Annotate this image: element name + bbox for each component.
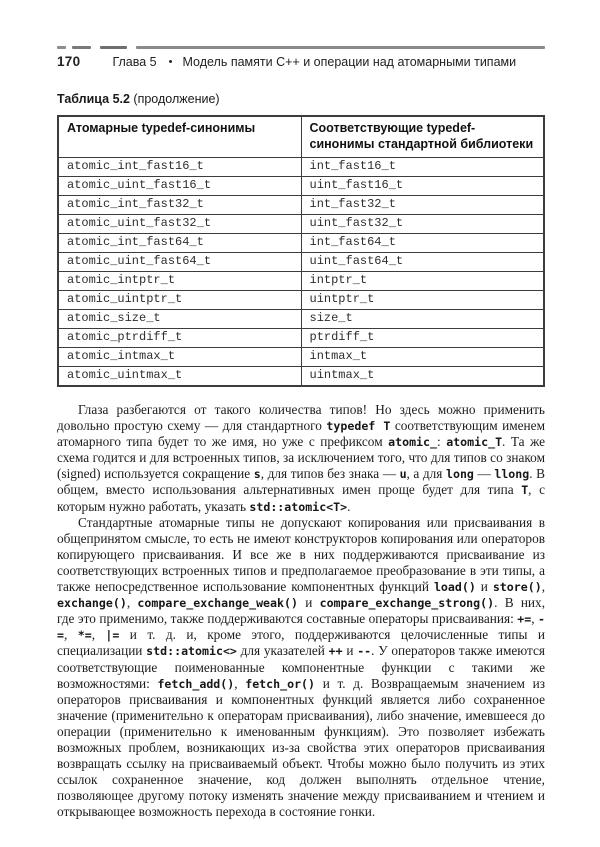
table-row xyxy=(58,253,544,272)
header-rule xyxy=(57,46,545,49)
body-text xyxy=(57,402,545,820)
table-cell: atomic_ptrdiff_t xyxy=(58,329,301,348)
typedef-table xyxy=(57,115,545,387)
text-span: и xyxy=(342,643,358,659)
text-span: и xyxy=(475,579,493,595)
text-span: . В общем, вместо использования альтернативных имен проще будет для типа xyxy=(57,466,546,498)
table-cell: uint_fast32_t xyxy=(301,215,544,234)
text-span: , xyxy=(531,611,539,627)
table-caption xyxy=(57,92,545,106)
code-span: llong xyxy=(494,467,530,482)
code-span: *= xyxy=(77,628,92,643)
table-head xyxy=(58,116,544,158)
table-row xyxy=(58,367,544,387)
rule-dash xyxy=(72,46,91,49)
text-span: Глаза разбегаются от такого количества типов! Но здесь можно применить довольно простую схему — для стандартного xyxy=(57,402,545,434)
code-span: T xyxy=(521,483,529,498)
table-header-cell: Атомарные typedef-синонимы xyxy=(58,116,301,158)
code-span: compare_exchange_strong() xyxy=(319,596,495,611)
code-span: std::atomic<T> xyxy=(249,499,348,514)
table-row xyxy=(58,234,544,253)
table-cell: atomic_int_fast32_t xyxy=(58,196,301,215)
table-header-row xyxy=(58,116,544,158)
table-cell: atomic_intmax_t xyxy=(58,348,301,367)
text-span: , для типов без знака — xyxy=(260,466,400,482)
code-span: += xyxy=(517,612,532,627)
text-span: и xyxy=(297,595,320,611)
text-span: соответствующим именем атомарного типа будет то же имя, но уже с префиксом xyxy=(57,418,545,450)
table-row xyxy=(58,177,544,196)
table-cell: atomic_size_t xyxy=(58,310,301,329)
text-span: , xyxy=(541,579,546,595)
code-span: atomic_T xyxy=(446,435,503,450)
code-span: s xyxy=(253,467,261,482)
table-cell: ptrdiff_t xyxy=(301,329,544,348)
table-body xyxy=(58,158,544,387)
table-cell: intptr_t xyxy=(301,272,544,291)
rule-dash xyxy=(100,46,127,49)
code-span: load() xyxy=(433,580,476,595)
paragraph xyxy=(57,402,545,515)
code-span: -= xyxy=(57,612,545,643)
chapter-title: Модель памяти C++ и операции над атомарными типами xyxy=(182,55,517,69)
code-span: fetch_add() xyxy=(157,676,235,691)
table-header-cell: Соответствующие typedef-синонимы стандартной библиотеки xyxy=(301,116,544,158)
table-cell: size_t xyxy=(301,310,544,329)
text-span: и т. д. и, кроме этого, поддерживаются целочисленные типы и специализации xyxy=(57,627,545,659)
table-cell: intmax_t xyxy=(301,348,544,367)
code-span: exchange() xyxy=(57,596,127,611)
text-span: . У операторов также имеются соответствующие поименованные компонентные функции с такими же возможностями: xyxy=(57,643,546,691)
code-span: -- xyxy=(357,644,372,659)
code-span: u xyxy=(399,467,407,482)
text-span: , а для xyxy=(406,466,446,482)
table-cell: atomic_intptr_t xyxy=(58,272,301,291)
code-span: ++ xyxy=(328,644,343,659)
table-row xyxy=(58,329,544,348)
code-span: fetch_or() xyxy=(245,676,316,691)
text-span: и т. д. Возвращаемым значением из операторов присваивания и компонентных функций является либо сохраненное значение (применительно к операторам присваивания), либо значение, имевшееся до операции (применительно к именованным функциям). Это позволяет избежать возможных проблем, возникающих из-за свойства этих операторов присваивания возвращать ссылку на присваиваемый объект. Чтобы можно было получить из этих ссылок сохраненное значение, код должен выполнять отдельное чтение, позволяющее другому потоку изменять значение между присваиванием и чтением и открывающее возможность перехода в состояние гонки. xyxy=(57,675,545,820)
table-row xyxy=(58,158,544,177)
text-span: , xyxy=(234,675,246,691)
table-cell: atomic_uintptr_t xyxy=(58,291,301,310)
paragraph xyxy=(57,515,545,821)
table-cell: atomic_uintmax_t xyxy=(58,367,301,387)
chapter-label: Глава 5 xyxy=(112,55,157,69)
table-row xyxy=(58,348,544,367)
table-cell: atomic_uint_fast64_t xyxy=(58,253,301,272)
text-span: , xyxy=(91,627,106,643)
bullet-separator: • xyxy=(168,56,173,68)
table-row xyxy=(58,291,544,310)
code-span: atomic_ xyxy=(388,435,437,450)
text-span: для указателей xyxy=(236,643,329,659)
table-cell: uint_fast16_t xyxy=(301,177,544,196)
code-span: compare_exchange_weak() xyxy=(137,596,298,611)
code-span: typedef T xyxy=(326,419,391,434)
table-row xyxy=(58,310,544,329)
text-span: — xyxy=(473,466,495,482)
text-span: , xyxy=(126,595,138,611)
table-cell: uintmax_t xyxy=(301,367,544,387)
table-cell: atomic_int_fast16_t xyxy=(58,158,301,177)
table-cell: uint_fast64_t xyxy=(301,253,544,272)
table-caption-number: Таблица 5.2 xyxy=(57,92,130,106)
table-row xyxy=(58,196,544,215)
table-cell: uintptr_t xyxy=(301,291,544,310)
running-header xyxy=(57,54,545,69)
text-span: . В них, где это применимо, также поддерживаются составные операторы присваивания: xyxy=(57,595,546,627)
text-span: : xyxy=(437,434,447,450)
table-cell: atomic_uint_fast16_t xyxy=(58,177,301,196)
table-row xyxy=(58,272,544,291)
text-span: , xyxy=(63,627,78,643)
page-number: 170 xyxy=(57,54,81,69)
code-span: |= xyxy=(105,628,120,643)
rule-dash xyxy=(57,46,66,49)
code-span: std::atomic<> xyxy=(146,644,237,659)
table-row xyxy=(58,215,544,234)
table-cell: atomic_uint_fast32_t xyxy=(58,215,301,234)
rule-line xyxy=(136,46,545,49)
table-cell: int_fast64_t xyxy=(301,234,544,253)
table-caption-suffix: (продолжение) xyxy=(129,92,220,106)
text-span: Стандартные атомарные типы не допускают копирования или присваивания в общепринятом смысле, то есть не имеют конструкторов копирования или операторов копирующего присваивания. И все же в них поддерживаются присваивание из соответствующих встроенных типов и предполагаемое преобразование в эти типы, а также непосредственное использование компонентных функций xyxy=(57,514,545,595)
text-span: . Та же схема годится и для встроенных типов, за исключением того, что для типов со знаком (signed) используется сокращение xyxy=(57,434,545,482)
code-span: long xyxy=(445,467,474,482)
table-cell: atomic_int_fast64_t xyxy=(58,234,301,253)
table-cell: int_fast32_t xyxy=(301,196,544,215)
table-cell: int_fast16_t xyxy=(301,158,544,177)
text-span: . xyxy=(347,498,351,514)
code-span: store() xyxy=(492,580,542,595)
text-span: , с которым нужно работать, указать xyxy=(57,482,545,514)
